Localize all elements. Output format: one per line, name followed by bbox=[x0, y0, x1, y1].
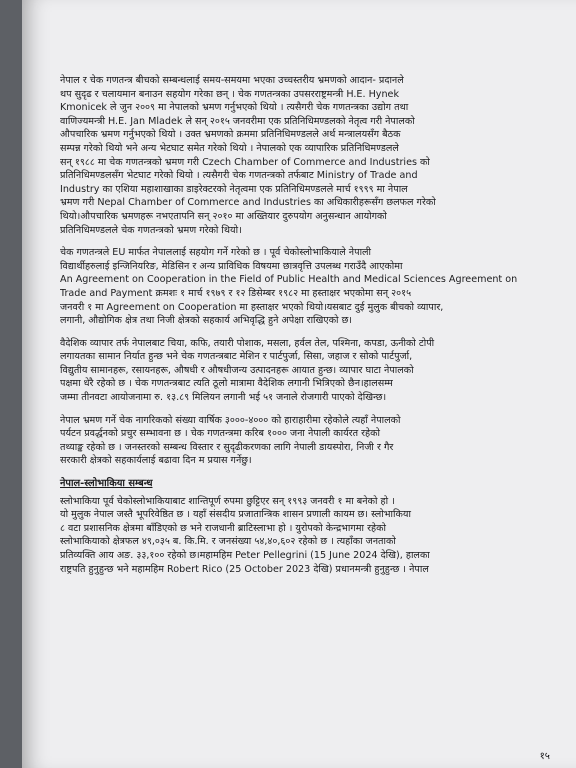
text-line: जम्मा तीनवटा आयोजनामा रु. १३.८९ मिलियन लगानी भई ५१ जनाले रोजगारी पाएको देखिन्छ। bbox=[60, 392, 387, 404]
text-line: विद्युतीय सामानहरू, रसायनहरू, औषधी र औषधीजन्य उत्पादनहरू आयात हुन्छ। व्यापार घाटा नेपालको bbox=[60, 364, 414, 376]
text-line: पक्षमा धेरै रहेको छ । चेक गणतन्त्रबाट त्यति ठूलो मात्रामा वैदेशिक लगानी भित्रिएको छैन।हालसम्म bbox=[60, 378, 393, 390]
text-line: स्लोभाकियाको क्षेत्रफल ४९,०३५ ब. कि.मि. र जनसंख्या ५४,४०,६०२ रहेको छ । त्यहाँका जनताको bbox=[60, 536, 396, 548]
text-line: पर्यटन प्रवर्द्धनको प्रचुर सम्भावना छ । चेक गणतन्त्रमा करिब १००० जना नेपाली कार्यरत रहेको bbox=[60, 428, 380, 440]
text-line: यो मुलुक नेपाल जस्तै भूपरिवेष्ठित छ । यहाँ संसदीय प्रजातान्त्रिक शासन प्रणाली कायम छ। स्लोभाकिया bbox=[60, 509, 411, 521]
text-line: तथ्याङ्क रहेको छ । जनस्तरको सम्बन्ध विस्तार र सुदृढीकरणका लागि नेपाली डायस्पोरा, निजी र गैर bbox=[60, 441, 394, 453]
text-line: An Agreement on Cooperation in the Field of Public Health and Medical Sciences Agreement on bbox=[60, 274, 518, 286]
text-line: चेक गणतन्त्रले EU मार्फत नेपाललाई सहयोग गर्ने गरेको छ । पूर्व चेकोस्लोभाकियाले नेपाली bbox=[60, 247, 372, 259]
text-line: प्रतिनिधिमण्डलले चेक गणतन्त्रको भ्रमण गरेको थियो। bbox=[60, 224, 242, 236]
text-line: नेपाल भ्रमण गर्ने चेक नागरिकको संख्या वार्षिक ३०००-४००० को हाराहारीमा रहेकोले त्यहाँ नेपालको bbox=[60, 414, 401, 426]
text-line: Trade and Payment क्रमशः १ मार्च १९७९ र १२ डिसेम्बर १९८२ मा हस्ताक्षर भएकोमा सन् २०१५ bbox=[60, 287, 412, 299]
text-line: प्रतिनिधिमण्डलसँग भेटघाट गरेको थियो । त्यसैगरी चेक गणतन्त्रको तर्फबाट Ministry of Trade and bbox=[60, 170, 418, 182]
text-line: Industry का एशिया महाशाखाका डाइरेक्टरको नेतृत्वमा एक प्रतिनिधिमण्डलले मार्च १९९९ मा नेपाल bbox=[60, 183, 408, 195]
text-line: राष्ट्रपति हुनुहुन्छ भने महामहिम Robert Rico (25 October 2023 देखि) प्रधानमन्त्री हुनुहुन्छ । नेपाल bbox=[60, 563, 429, 575]
paragraph-tourism bbox=[60, 414, 560, 468]
text-line: नेपाल र चेक गणतन्त्र बीचको सम्बन्धलाई समय-समयमा भएका उच्चस्तरीय भ्रमणको आदान- प्रदानले bbox=[60, 75, 404, 86]
text-line: वाणिज्यमन्त्री H.E. Jan Mladek ले सन् २०१५ जनवरीमा एक प्रतिनिधिमण्डलको नेतृत्व गरी नेपालको bbox=[60, 115, 415, 127]
paragraph-high-level-visits bbox=[60, 74, 560, 237]
text-line: भ्रमण गरी Nepal Chamber of Commerce and Industries का अधिकारीहरूसँग छलफल गरेको bbox=[60, 197, 436, 209]
text-line: वैदेशिक व्यापार तर्फ नेपालबाट चिया, कफि, तयारी पोशाक, मसला, हर्वल तेल, पश्मिना, कपडा, ऊनीको टोपी bbox=[60, 337, 435, 349]
document-page bbox=[22, 0, 576, 768]
section-heading: नेपाल-स्लोभाकिया सम्बन्ध bbox=[60, 478, 153, 490]
text-line: लगानी, औद्योगिक क्षेत्र तथा निजी क्षेत्रको सहकार्य अभिवृद्धि हुने अपेक्षा राखिएको छ। bbox=[60, 315, 352, 327]
text-line: लगायतका सामान निर्यात हुन्छ भने चेक गणतन्त्रबाट मेशिन र पार्टपुर्जा, सिसा, जहाज र सोको पार्टपुर्जा, bbox=[60, 351, 413, 363]
paragraph-slovakia bbox=[60, 495, 560, 577]
paragraph-trade bbox=[60, 337, 560, 405]
paragraph-cooperation bbox=[60, 246, 560, 328]
text-line: थप सुदृढ र चलायमान बनाउन सहयोग गरेका छन् । चेक गणतन्त्रका उपसरराष्ट्रमन्त्री H.E. Hynek bbox=[60, 88, 400, 100]
document-body bbox=[60, 74, 560, 585]
text-line: औपचारिक भ्रमण गर्नुभएको थियो । उक्त भ्रमणको क्रममा प्रतिनिधिमण्डलले अर्थ मन्त्रालयसँग बैठक bbox=[60, 129, 401, 141]
text-line: सरकारी क्षेत्रको सहकार्यलाई बढावा दिन म प्रयास गर्नेछु। bbox=[60, 455, 252, 467]
page-number: १५ bbox=[539, 751, 550, 762]
text-line: स्लोभाकिया पूर्व चेकोस्लोभाकियाबाट शान्तिपूर्ण रुपमा छुट्टिएर सन् १९९३ जनवरी १ मा बनेको हो । bbox=[60, 495, 395, 507]
text-line: Kmonicek ले जुन २००९ मा नेपालको भ्रमण गर्नुभएको थियो । त्यसैगरी चेक गणतन्त्रका उद्योग तथा bbox=[60, 102, 409, 114]
text-line: सम्पन्न गरेको थियो भने अन्य भेटघाट समेत गरेको थियो । नेपालको एक व्यापारिक प्रतिनिधिमण्डलले bbox=[60, 142, 399, 154]
text-line: विद्यार्थीहरुलाई इन्जिनियरिङ, मेडिसिन र अन्य प्राविधिक विषयमा छात्रवृत्ति उपलब्ध गराउँदै आएकोमा bbox=[60, 260, 403, 272]
text-line: थियो।औपचारिक भ्रमणहरू नभएतापनि सन् २०१० मा अख्तियार दुरुपयोग अनुसन्धान आयोगको bbox=[60, 210, 387, 222]
text-line: ८ वटा प्रशासनिक क्षेत्रमा बाँडिएको छ भने राजधानी ब्राटिस्लाभा हो । युरोपको केन्द्रभागमा रहेको bbox=[60, 522, 386, 534]
text-line: जनवरी १ मा Agreement on Cooperation मा हस्ताक्षर भएको थियो।यसबाट दुई मुलुक बीचको व्यापार, bbox=[60, 301, 444, 313]
text-line: प्रतिव्यक्ति आय अङ. ३३,१०० रहेको छ।महामहिम Peter Pellegrini (15 June 2024 देखि), हालका bbox=[60, 550, 430, 561]
text-line: सन् १९८८ मा चेक गणतन्त्रको भ्रमण गरी Czech Chamber of Commerce and Industries को bbox=[60, 156, 430, 168]
